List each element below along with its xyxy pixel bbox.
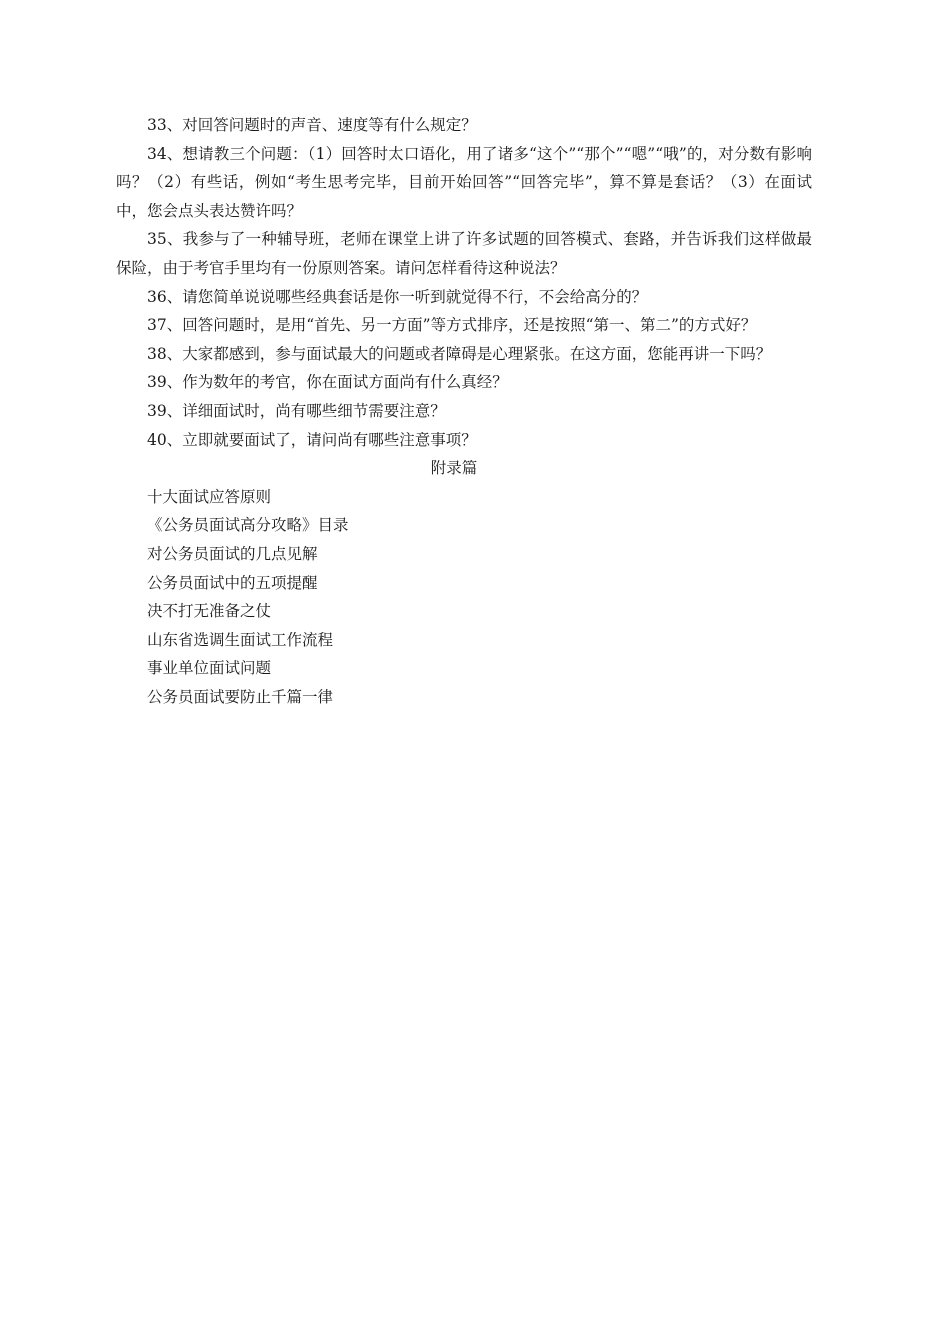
question-39b: 39、详细面试时，尚有哪些细节需要注意？ xyxy=(147,401,446,420)
question-39a: 39、作为数年的考官，你在面试方面尚有什么真经？ xyxy=(147,373,508,392)
question-38: 38、大家都感到，参与面试最大的问题或者障碍是心理紧张。在这方面，您能再讲一下吗？ xyxy=(147,344,772,363)
appendix-item: 十大面试应答原则 xyxy=(147,487,272,506)
question-34: 34、想请教三个问题：（1）回答时太口语化，用了诸多“这个”“那个”“嗯”“哦”的，对分数有影响吗？（2）有些话，例如“考生思考完毕，目前开始回答”“回答完毕”，算不算是套话？（3）在面试中，您会点头表达赞许吗？ xyxy=(116,144,812,220)
appendix-item: 公务员面试中的五项提醒 xyxy=(147,573,318,592)
question-37: 37、回答问题时，是用“首先、另一方面”等方式排序，还是按照“第一、第二”的方式好？ xyxy=(147,316,757,335)
question-35: 35、我参与了一种辅导班，老师在课堂上讲了许多试题的回答模式、套路，并告诉我们这样做最保险，由于考官手里均有一份原则答案。请问怎样看待这种说法？ xyxy=(116,230,812,277)
appendix-item: 决不打无准备之仗 xyxy=(147,602,272,621)
question-40: 40、立即就要面试了，请问尚有哪些注意事项？ xyxy=(147,430,477,449)
appendix-item: 公务员面试要防止千篇一律 xyxy=(147,687,334,706)
appendix-item: 山东省选调生面试工作流程 xyxy=(147,630,334,649)
question-33: 33、对回答问题时的声音、速度等有什么规定？ xyxy=(147,116,477,134)
question-36: 36、请您简单说说哪些经典套话是你一听到就觉得不行，不会给高分的？ xyxy=(147,287,648,306)
document-body xyxy=(116,111,812,711)
appendix-item: 事业单位面试问题 xyxy=(147,659,272,678)
appendix-title: 附录篇 xyxy=(430,459,478,478)
appendix-item: 《公务员面试高分攻略》目录 xyxy=(147,516,349,535)
appendix-item: 对公务员面试的几点见解 xyxy=(147,544,318,563)
appendix-list xyxy=(116,483,812,712)
